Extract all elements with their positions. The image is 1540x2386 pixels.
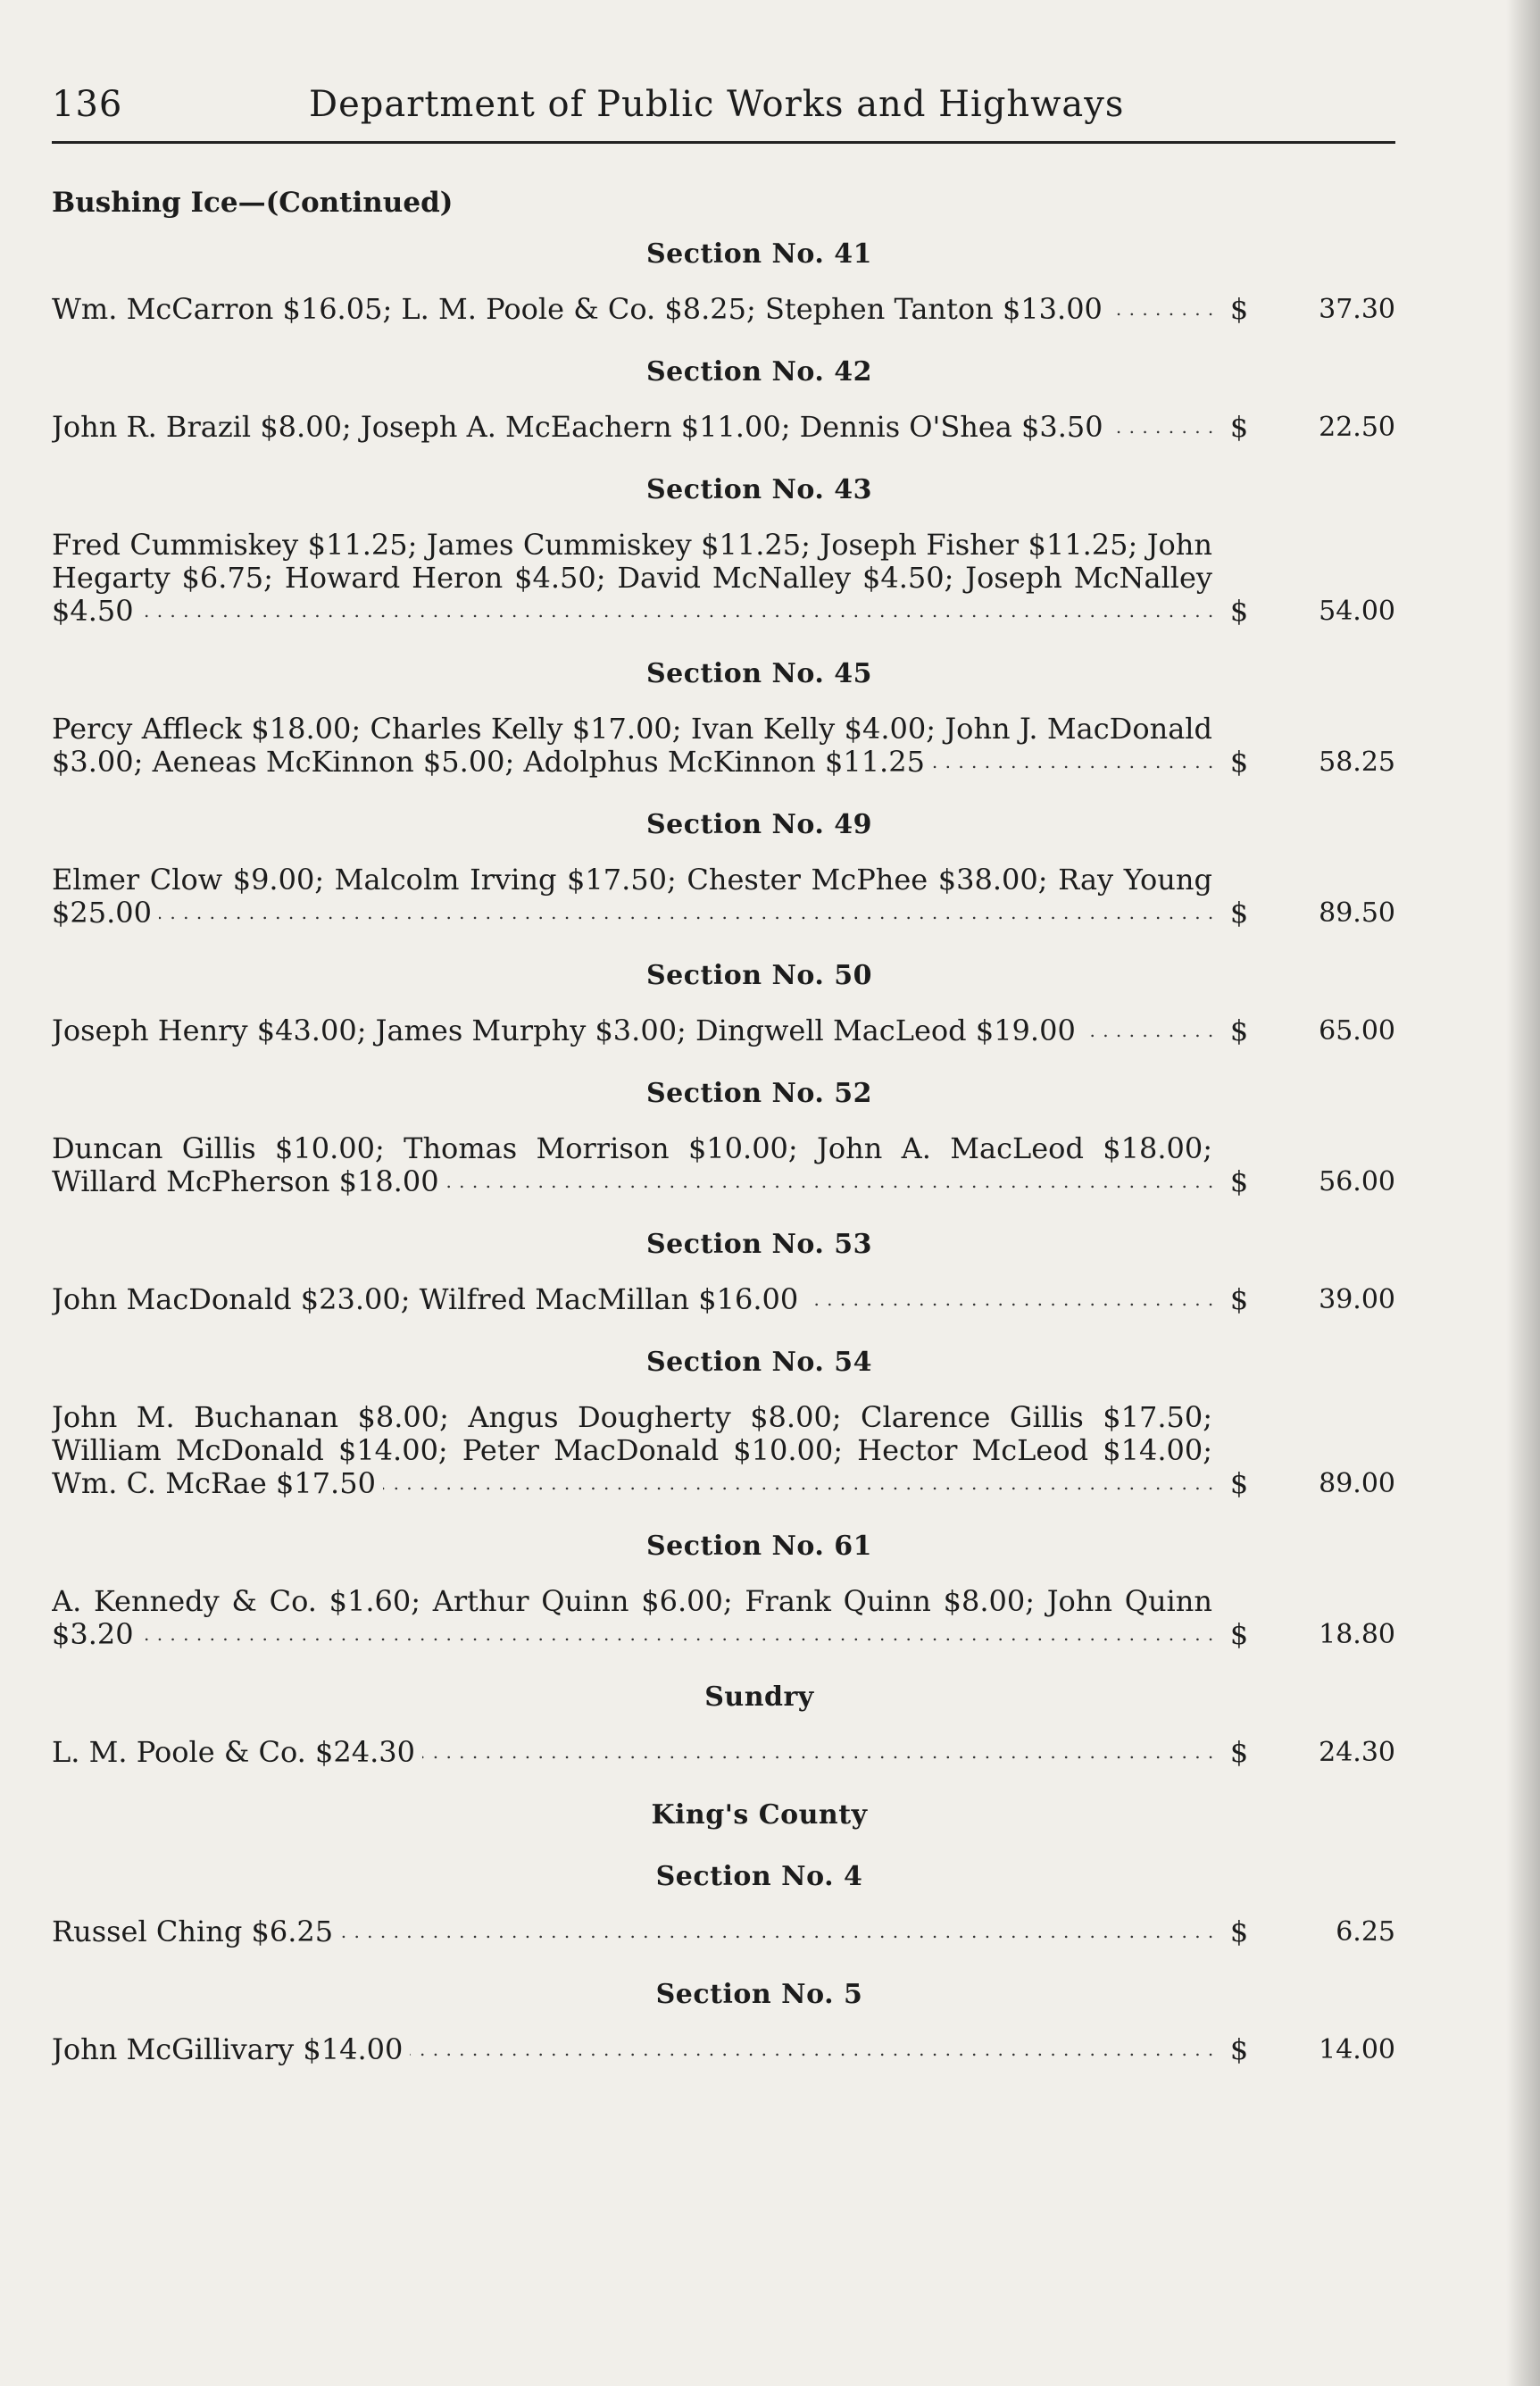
entry-text: Wm. McCarron $16.05; L. M. Poole & Co. $8.25; Stephen Tanton $13.00: [52, 293, 1110, 326]
dollar-sign: $: [1229, 1164, 1249, 1198]
entry-text-block: [52, 2033, 1212, 2066]
dollar-sign: $: [1229, 1014, 1249, 1047]
entry-amount: 39.00: [1319, 1284, 1395, 1315]
entry-text: John R. Brazil $8.00; Joseph A. McEachern $11.00; Dennis O'Shea $3.50: [52, 411, 1111, 444]
entry-text: Joseph Henry $43.00; James Murphy $3.00; Dingwell MacLeod $19.00: [52, 1014, 1083, 1047]
entry-text-block: [52, 1132, 1212, 1198]
section-entry: [52, 1132, 1395, 1198]
section-heading: Section No. 49: [645, 809, 873, 840]
section-entry: [52, 411, 1395, 444]
section-heading: Section No. 50: [645, 960, 873, 991]
entry-text-block: [52, 1283, 1212, 1316]
section-heading: Section No. 5: [655, 1979, 863, 2010]
section-entry: [52, 293, 1395, 326]
section-entry: [52, 1915, 1395, 1948]
entry-text: Elmer Clow $9.00; Malcolm Irving $17.50; Chester McPhee $38.00; Ray Young $25.00: [52, 863, 1212, 930]
entry-text-block: [52, 1585, 1212, 1651]
entry-amount: 54.00: [1319, 596, 1395, 627]
section-heading: Section No. 45: [645, 658, 873, 689]
section-entry: [52, 1585, 1395, 1651]
dollar-sign: $: [1229, 745, 1249, 779]
dollar-sign: $: [1229, 410, 1249, 444]
entry-text: John McGillivary $14.00: [52, 2033, 410, 2066]
entry-text: Fred Cummiskey $11.25; James Cummiskey $11.25; Joseph Fisher $11.25; John Hegarty $6.75; Howard Heron $4.50; David McNalley $4.50; Joseph McNalley $4.50: [52, 529, 1212, 628]
entry-amount: 22.50: [1319, 412, 1395, 443]
entry-text-block: [52, 863, 1212, 930]
entry-text: John MacDonald $23.00; Wilfred MacMillan $16.00: [52, 1283, 805, 1316]
entry-text: L. M. Poole & Co. $24.30: [52, 1736, 422, 1769]
section-entry: [52, 2033, 1395, 2066]
page-number: 136: [52, 84, 123, 125]
dollar-sign: $: [1229, 1466, 1249, 1500]
entry-amount: 18.80: [1319, 1619, 1395, 1650]
section-heading: Section No. 54: [645, 1347, 873, 1378]
entry-text: Percy Affleck $18.00; Charles Kelly $17.00; Ivan Kelly $4.00; John J. MacDonald $3.00; Aeneas McKinnon $5.00; Adolphus McKinnon $11.25: [52, 713, 1212, 779]
section-entry: [52, 1736, 1395, 1769]
dollar-sign: $: [1229, 1617, 1249, 1651]
dollar-sign: $: [1229, 292, 1249, 326]
entry-text: Russel Ching $6.25: [52, 1915, 340, 1948]
page-header: [52, 79, 1395, 144]
entry-amount: 14.00: [1319, 2034, 1395, 2065]
page-spine-shadow: [1506, 0, 1540, 2386]
dollar-sign: $: [1229, 1282, 1249, 1316]
entry-amount: 24.30: [1319, 1737, 1395, 1768]
section-heading: Section No. 53: [645, 1229, 873, 1260]
entry-text-block: [52, 529, 1212, 628]
section-entry: [52, 529, 1395, 628]
continued-heading: Bushing Ice—(Continued): [52, 187, 454, 219]
entry-amount: 89.00: [1319, 1468, 1395, 1499]
section-heading: Section No. 52: [645, 1078, 873, 1109]
entry-text: A. Kennedy & Co. $1.60; Arthur Quinn $6.00; Frank Quinn $8.00; John Quinn $3.20: [52, 1585, 1212, 1651]
section-heading: Sundry: [704, 1681, 814, 1713]
entry-amount: 37.30: [1319, 294, 1395, 325]
entry-text: John M. Buchanan $8.00; Angus Dougherty $8.00; Clarence Gillis $17.50; William McDonald $14.00; Peter MacDonald $10.00; Hector McLeod $14.00; Wm. C. McRae $17.50: [52, 1401, 1212, 1500]
dollar-sign: $: [1229, 594, 1249, 628]
section-heading: Section No. 61: [645, 1531, 873, 1562]
section-entry: [52, 1014, 1395, 1047]
section-entry: [52, 1283, 1395, 1316]
entry-text-block: [52, 411, 1212, 444]
entry-amount: 56.00: [1319, 1166, 1395, 1197]
dollar-sign: $: [1229, 1735, 1249, 1769]
entry-amount: 58.25: [1319, 747, 1395, 778]
entry-text: Duncan Gillis $10.00; Thomas Morrison $10.00; John A. MacLeod $18.00; Willard McPherson $18.00: [52, 1132, 1212, 1198]
section-heading: Section No. 42: [645, 356, 873, 388]
entry-text-block: [52, 1401, 1212, 1500]
entry-text-block: [52, 1915, 1212, 1948]
entry-amount: 65.00: [1319, 1015, 1395, 1047]
entry-text-block: [52, 1014, 1212, 1047]
section-entry: [52, 1401, 1395, 1500]
entry-text-block: [52, 1736, 1212, 1769]
dollar-sign: $: [1229, 896, 1249, 930]
county-heading: King's County: [651, 1799, 868, 1831]
document-page: [52, 79, 1395, 2066]
section-entry: [52, 713, 1395, 779]
running-head: Department of Public Works and Highways: [309, 84, 1125, 125]
section-entry: [52, 863, 1395, 930]
entry-text-block: [52, 293, 1212, 326]
section-heading: Section No. 43: [645, 474, 873, 505]
sections-list: [52, 238, 1395, 1769]
dollar-sign: $: [1229, 1915, 1249, 1948]
dollar-sign: $: [1229, 2032, 1249, 2066]
entry-amount: 89.50: [1319, 897, 1395, 929]
entry-text-block: [52, 713, 1212, 779]
section-heading: Section No. 4: [655, 1861, 863, 1892]
section-heading: Section No. 41: [645, 238, 873, 270]
entry-amount: 6.25: [1336, 1916, 1395, 1948]
county-sections-list: [52, 1861, 1395, 2066]
